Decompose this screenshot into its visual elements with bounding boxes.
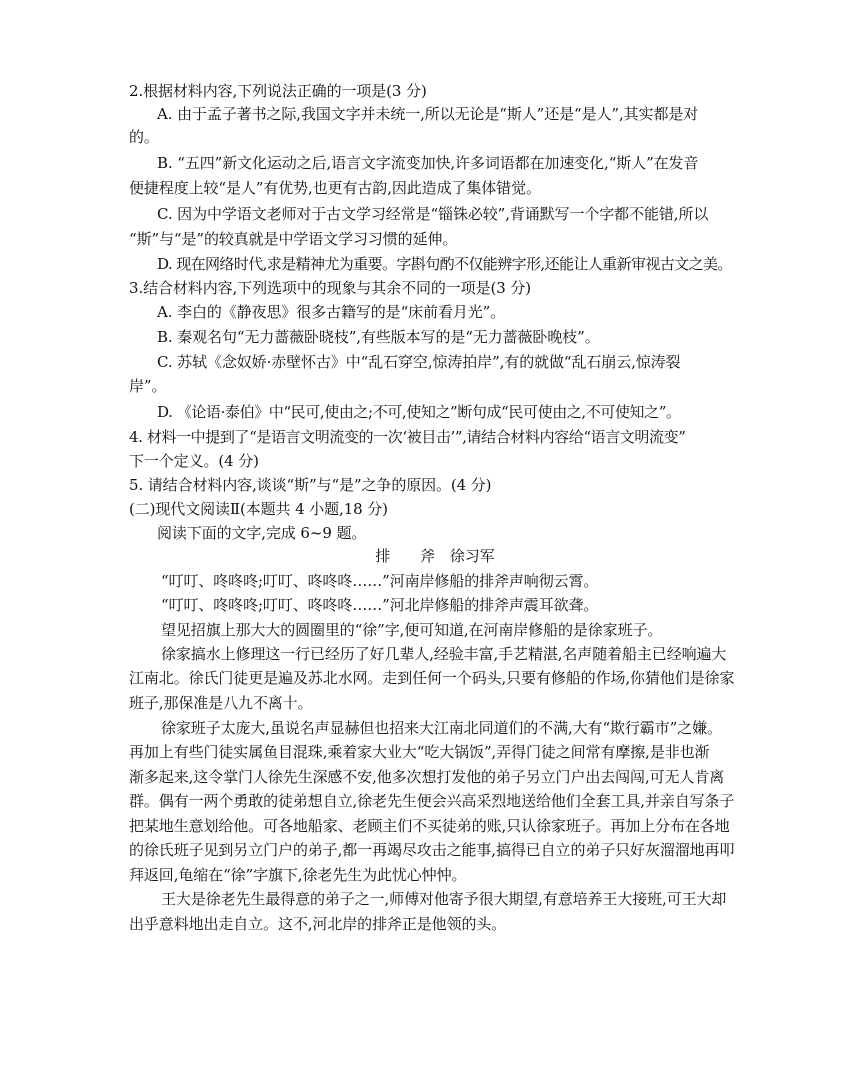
paragraph-line: 的徐氏班子见到另立门户的弟子,都一再竭尽攻击之能事,搞得已自立的弟子只好灰溜溜地再叩	[129, 841, 735, 859]
paragraph-line: 徐家班子太庞大,虽说名声显赫但也招来大江南北同道们的不满,大有“欺行霸市”之嫌。	[161, 719, 722, 737]
question-3-option-c-cont: 岸”。	[129, 377, 167, 395]
paragraph-line: 把某地生意划给他。可各地船家、老顾主们不买徒弟的账,只认徐家班子。再加上分布在各地	[129, 817, 730, 835]
question-2-option-b: B. “五四”新文化运动之后,语言文字流变加快,许多词语都在加速变化,“斯人”在发音	[157, 154, 699, 172]
paragraph-line: 江南北。徐氏门徒更是遍及苏北水网。走到任何一个码头,只要有修船的作场,你猜他们是徐家	[129, 669, 735, 687]
question-5-stem: 5. 请结合材料内容,谈谈“斯”与“是”之争的原因。(4 分)	[129, 476, 492, 494]
paragraph-line: 班子,那保准是八九不离十。	[129, 694, 313, 712]
paragraph-line: “叮叮、咚咚咚;叮叮、咚咚咚……”河北岸修船的排斧声震耳欲聋。	[161, 596, 599, 614]
question-2-option-b-cont: 便捷程度上较“是人”有优势,也更有古韵,因此造成了集体错觉。	[129, 179, 541, 197]
question-2-option-a-cont: 的。	[129, 128, 159, 146]
question-4-stem: 4. 材料一中提到了“是语言文明流变的一次‘被目击’”,请结合材料内容给“语言文明流变”	[129, 428, 686, 446]
question-2-option-c: C. 因为中学语文老师对于古文学习经常是“锱铢必较”,背诵默写一个字都不能错,所以	[157, 205, 709, 223]
question-2-stem: 2.根据材料内容,下列说法正确的一项是(3 分)	[129, 82, 427, 100]
paragraph-line: 王大是徐老先生最得意的弟子之一,师傅对他寄予很大期望,有意培养王大接班,可王大却	[161, 890, 727, 908]
question-4-stem-cont: 下一个定义。(4 分)	[129, 452, 259, 470]
paragraph-line: 渐多起来,这令掌门人徐先生深感不安,他多次想打发他的弟子另立门户出去闯闯,可无人肯离	[129, 768, 725, 786]
paragraph-line: 望见招旗上那大大的圆圈里的“徐”字,便可知道,在河南岸修船的是徐家班子。	[161, 621, 663, 639]
paragraph-line: 出乎意料地出走自立。这不,河北岸的排斧正是他领的头。	[129, 915, 507, 933]
question-3-stem: 3.结合材料内容,下列选项中的现象与其余不同的一项是(3 分)	[129, 279, 531, 297]
article-title: 排 斧 徐习军	[375, 547, 495, 565]
question-3-option-a: A. 李白的《静夜思》很多古籍写的是“床前看月光”。	[157, 303, 506, 321]
paragraph-line: “叮叮、咚咚咚;叮叮、咚咚咚……”河南岸修船的排斧声响彻云霄。	[161, 572, 599, 590]
question-2-option-d: D. 现在网络时代,求是精神尤为重要。字斟句酌不仅能辨字形,还能让人重新审视古文之美。	[157, 255, 732, 273]
question-3-option-d: D. 《论语·泰伯》中“民可,使由之;不可,使知之”断句成“民可使由之,不可使知之”。	[157, 403, 681, 421]
paragraph-line: 徐家搞水上修理这一行已经历了好几辈人,经验丰富,手艺精湛,名声随着船主已经响遍大	[161, 645, 727, 663]
question-2-option-a: A. 由于孟子著书之际,我国文字并未统一,所以无论是“斯人”还是“是人”,其实都是对	[157, 105, 699, 123]
paragraph-line: 群。偶有一两个勇敢的徒弟想自立,徐老先生便会兴高采烈地送给他们全套工具,并亲自写条子	[129, 792, 735, 810]
reading-instruction: 阅读下面的文字,完成 6~9 题。	[157, 524, 367, 542]
question-3-option-c: C. 苏轼《念奴娇·赤壁怀古》中“乱石穿空,惊涛拍岸”,有的就做“乱石崩云,惊涛裂	[157, 353, 681, 371]
question-3-option-b: B. 秦观名句“无力蔷薇卧晓枝”,有些版本写的是“无力蔷薇卧晚枝”。	[157, 328, 600, 346]
section-heading: (二)现代文阅读Ⅱ(本题共 4 小题,18 分)	[129, 500, 388, 518]
paragraph-line: 拜返回,龟缩在“徐”字旗下,徐老先生为此忧心忡忡。	[129, 866, 467, 884]
paragraph-line: 再加上有些门徒实属鱼目混珠,乘着家大业大“吃大锅饭”,弄得门徒之间常有摩擦,是非也渐	[129, 743, 710, 761]
question-2-option-c-cont: “斯”与“是”的较真就是中学语文学习习惯的延伸。	[129, 230, 458, 248]
